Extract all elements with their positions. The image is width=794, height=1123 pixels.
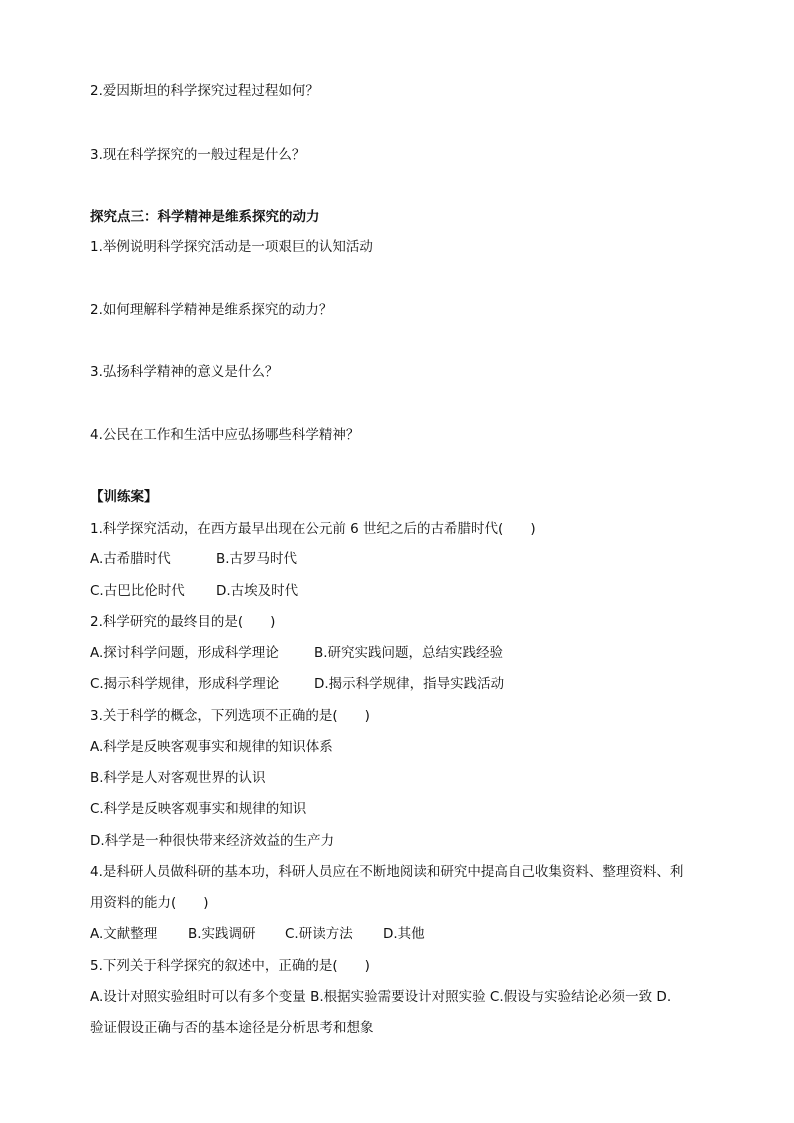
q5-options-line1: A.设计对照实验组时可以有多个变量 B.根据实验需要设计对照实验 C.假设与实验结论必须一致 D. <box>90 989 672 1005</box>
q1-stem: 1.科学探究活动，在西方最早出现在公元前 6 世纪之后的古希腊时代( ) <box>90 521 536 537</box>
q4-option-d: D.其他 <box>383 926 425 942</box>
q4-option-a: A.文献整理 <box>90 926 158 942</box>
question-einstein-process: 2.爱因斯坦的科学探究过程过程如何？ <box>90 83 319 99</box>
q4-stem-line2: 用资料的能力( ) <box>90 895 209 911</box>
section-heading-3: 探究点三：科学精神是维系探究的动力 <box>90 209 320 225</box>
q3-option-c: C.科学是反映客观事实和规律的知识 <box>90 801 307 817</box>
section3-question-3: 3.弘扬科学精神的意义是什么？ <box>90 364 279 380</box>
q5-stem: 5.下列关于科学探究的叙述中，正确的是( ) <box>90 958 370 974</box>
q1-option-a: A.古希腊时代 <box>90 551 171 567</box>
q2-option-c: C.揭示科学规律，形成科学理论 <box>90 676 280 692</box>
q2-stem: 2.科学研究的最终目的是( ) <box>90 614 276 630</box>
q2-option-d: D.揭示科学规律，指导实践活动 <box>314 676 505 692</box>
q3-stem: 3.关于科学的概念，下列选项不正确的是( ) <box>90 708 370 724</box>
q1-option-d: D.古埃及时代 <box>216 583 299 599</box>
q1-option-c: C.古巴比伦时代 <box>90 583 185 599</box>
q3-option-d: D.科学是一种很快带来经济效益的生产力 <box>90 833 335 849</box>
q1-option-b: B.古罗马时代 <box>216 551 298 567</box>
q3-option-b: B.科学是人对客观世界的认识 <box>90 770 266 786</box>
training-heading: 【训练案】 <box>90 489 158 505</box>
q5-options-line2: 验证假设正确与否的基本途径是分析思考和想象 <box>90 1020 374 1036</box>
q4-option-c: C.研读方法 <box>285 926 353 942</box>
q2-option-b: B.研究实践问题，总结实践经验 <box>314 645 504 661</box>
q2-option-a: A.探讨科学问题，形成科学理论 <box>90 645 279 661</box>
question-general-process: 3.现在科学探究的一般过程是什么？ <box>90 147 306 163</box>
section3-question-4: 4.公民在工作和生活中应弘扬哪些科学精神？ <box>90 427 360 443</box>
q4-option-b: B.实践调研 <box>188 926 256 942</box>
section3-question-1: 1.举例说明科学探究活动是一项艰巨的认知活动 <box>90 239 373 255</box>
section3-question-2: 2.如何理解科学精神是维系探究的动力？ <box>90 302 333 318</box>
q3-option-a: A.科学是反映客观事实和规律的知识体系 <box>90 739 333 755</box>
q4-stem-line1: 4.是科研人员做科研的基本功，科研人员应在不断地阅读和研究中提高自己收集资料、整理资料、利 <box>90 864 684 880</box>
